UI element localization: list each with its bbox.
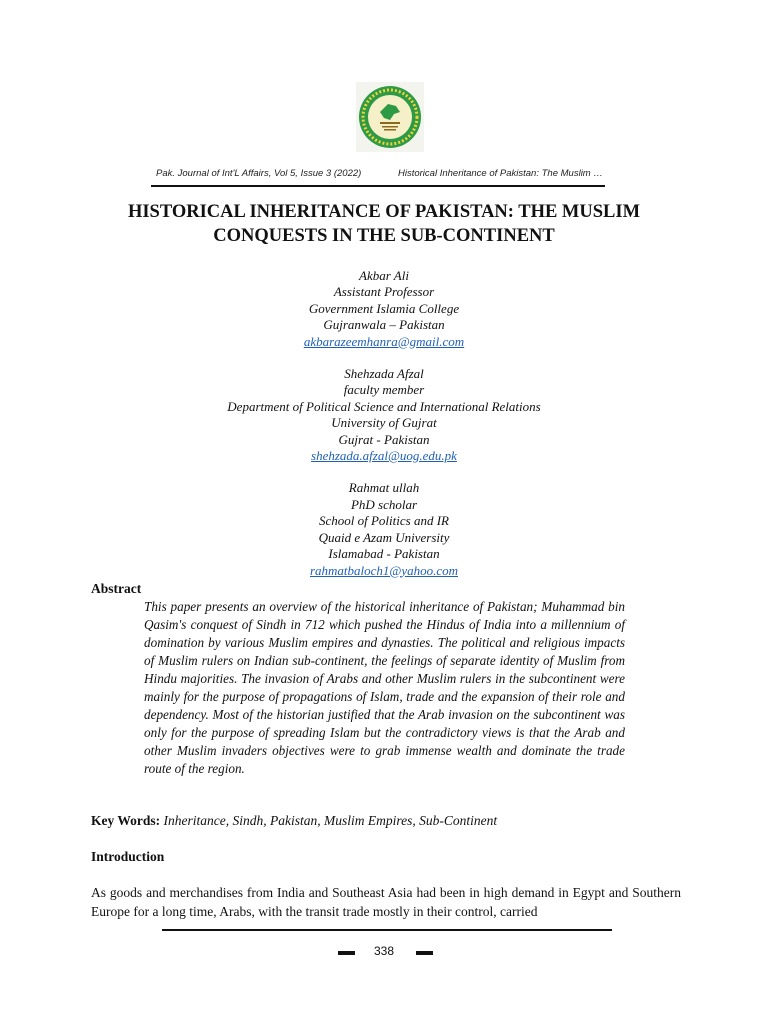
paper-title-line-2: CONQUESTS IN THE SUB-CONTINENT: [213, 226, 555, 246]
running-header: [156, 168, 616, 179]
running-header-journal: Pak. Journal of Int'L Affairs, Vol 5, Issue 3 (2022): [156, 168, 362, 179]
author-name: Akbar Ali: [359, 268, 409, 283]
abstract-body: This paper presents an overview of the historical inheritance of Pakistan; Muhammad bin Qasim's conquest of Sindh in 712 which pushed the Hindus of India into a millennium of domination by various Muslim empires and dynasties. The political and religious impacts of Muslim rulers on Indian sub-continent, the feelings of separate identity of Muslim from Hindu majorities. The invasion of Arabs and other Muslim rulers in the subcontinent were mainly for the purpose of propagations of Islam, trade and the expansion of their role and dependency. Most of the historian justified that the Arab invasion on the subcontinent was only for the purpose of spreading Islam but the contradictory views is that the Arab and other Muslim invaders objectives were to grab immense wealth and dominate the trade route of the region.: [144, 599, 625, 776]
author-name: Rahmat ullah: [348, 480, 420, 496]
author-affiliation-line: Government Islamia College: [308, 300, 460, 316]
author-affiliation-line: University of Gujrat: [331, 415, 437, 431]
paper-title: [60, 200, 708, 248]
author-affiliation-line: Department of Political Science and International Relations: [227, 398, 541, 414]
keywords-label: Key Words:: [91, 813, 161, 828]
journal-logo: [356, 82, 424, 152]
author-affiliation-line: PhD scholar: [350, 496, 418, 512]
introduction-body: As goods and merchandises from India and Southeast Asia had been in high demand in Egypt and Southern Europe for a long time, Arabs, with the transit trade mostly in their control, carried: [91, 885, 681, 919]
paper-title-line-1: HISTORICAL INHERITANCE OF PAKISTAN: THE MUSLIM: [127, 202, 641, 222]
header-rule: [151, 185, 605, 187]
author-list: [120, 268, 648, 595]
author-affiliation-line: Assistant Professor: [333, 284, 435, 300]
author-affiliation-line: School of Politics and IR: [319, 513, 449, 529]
author-affiliation-line: Quaid e Azam University: [318, 529, 450, 545]
author-block: [120, 366, 648, 464]
author-email-link[interactable]: rahmatbaloch1@yahoo.com: [309, 562, 459, 578]
author-block: [120, 268, 648, 350]
abstract-heading: Abstract: [91, 581, 142, 596]
footer-rule: [162, 929, 612, 931]
footer-dash-right: [416, 951, 433, 955]
author-email-link[interactable]: akbarazeemhanra@gmail.com: [303, 333, 465, 349]
page-number: 338: [373, 944, 395, 958]
author-email-link[interactable]: shehzada.afzal@uog.edu.pk: [311, 448, 457, 464]
page-footer: [334, 944, 434, 960]
author-block: [120, 480, 648, 578]
running-header-article: Historical Inheritance of Pakistan: The Muslim …: [398, 168, 603, 179]
association-seal-logo-icon: [356, 82, 424, 152]
author-affiliation-line: Gujranwala – Pakistan: [323, 317, 445, 333]
keywords-text: Inheritance, Sindh, Pakistan, Muslim Empires, Sub-Continent: [163, 813, 498, 828]
author-affiliation-line: Gujrat - Pakistan: [338, 431, 430, 447]
introduction-heading: Introduction: [91, 849, 165, 864]
keywords: [91, 813, 691, 829]
author-affiliation-line: faculty member: [343, 382, 425, 398]
author-affiliation-line: Islamabad - Pakistan: [328, 546, 440, 562]
author-name: Shehzada Afzal: [344, 366, 424, 382]
